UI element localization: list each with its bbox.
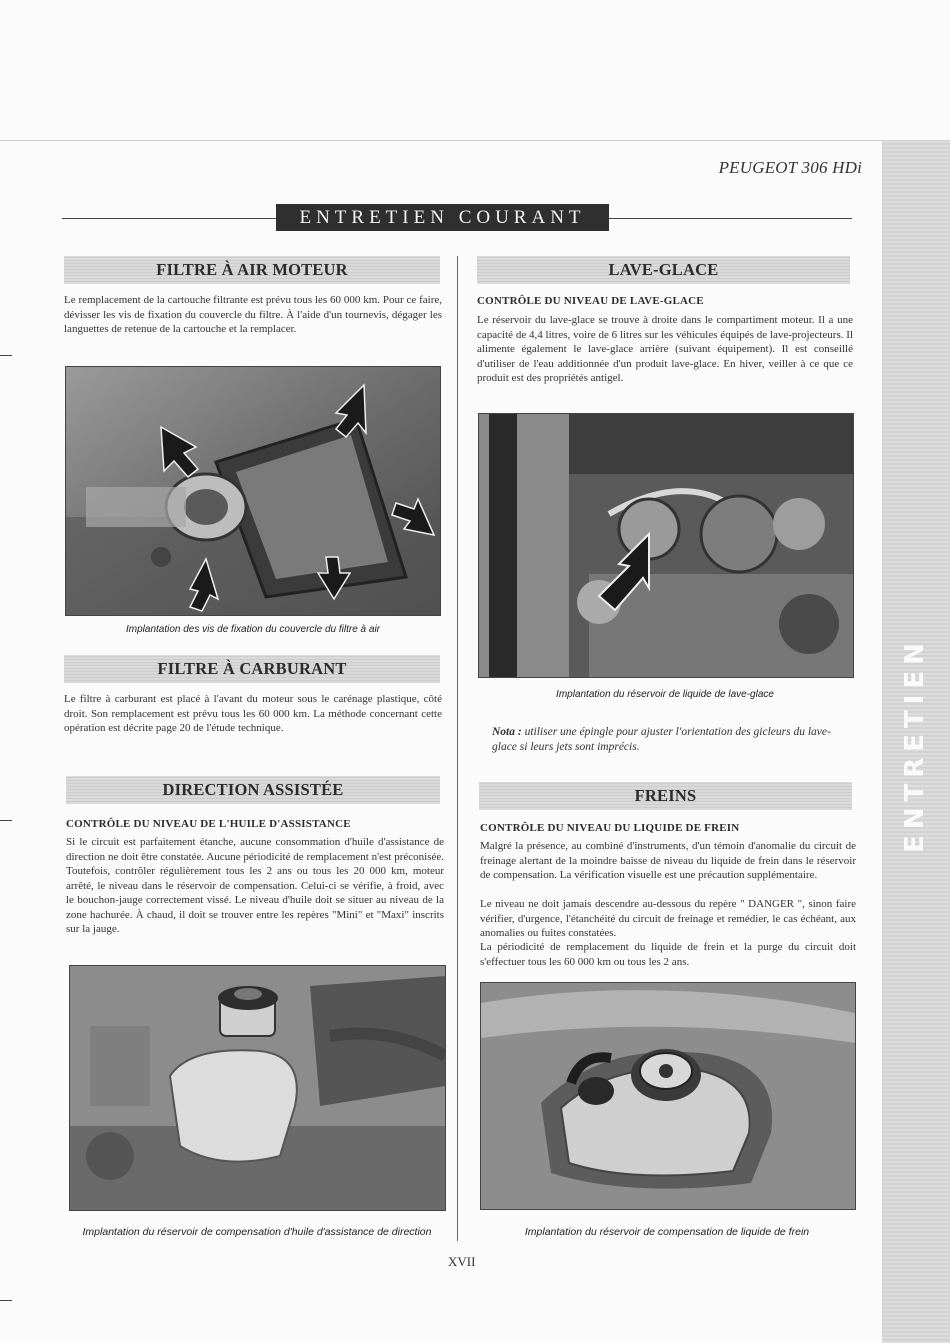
washer-reservoir-photo	[478, 413, 854, 678]
section-title-filtre-air: FILTRE À AIR MOTEUR	[64, 256, 440, 284]
steering-reservoir-photo	[69, 965, 446, 1211]
section-title-freins: FREINS	[479, 782, 852, 810]
nota-body: utiliser une épingle pour ajuster l'orientation des gicleurs du lave-glace si leurs jets sont imprécis.	[492, 726, 831, 753]
freins-text-3: La périodicité de remplacement du liquide de frein et la purge du circuit doit s'effectuer tous les 60 000 km ou tous les 2 ans.	[480, 941, 856, 968]
brake-reservoir-photo	[480, 982, 856, 1210]
nota-text	[492, 725, 848, 755]
chapter-rule-left	[62, 218, 276, 219]
margin-mark	[0, 355, 12, 356]
section-title-lave-glace: LAVE-GLACE	[477, 256, 850, 284]
nota-label: Nota :	[492, 726, 522, 738]
air-filter-caption: Implantation des vis de fixation du couvercle du filtre à air	[125, 624, 381, 635]
washer-reservoir-caption: Implantation du réservoir de liquide de lave-glace	[556, 689, 774, 700]
chapter-banner: ENTRETIEN COURANT	[276, 204, 609, 231]
lave-glace-text: Le réservoir du lave-glace se trouve à droite dans le compartiment moteur. Il a une capacité de 4,4 litres, voire de 6 litres sur les véhicules équipés de lave-projecteurs. Il alimente également le lave-glace arrière (suivant équipement). Il est conseillé d'utiliser de l'eau additionnée d'un produit lave-glace. En hiver, veiller à ce que ce produit est des propriétés antigel.	[477, 314, 853, 384]
brake-reservoir-caption: Implantation du réservoir de compensation de liquide de frein	[524, 1226, 810, 1238]
running-title: PEUGEOT 306 HDi	[718, 158, 862, 177]
margin-mark	[0, 820, 12, 821]
section-title-direction: DIRECTION ASSISTÉE	[66, 776, 440, 804]
side-tab-label: ENTRETIEN	[900, 637, 930, 853]
margin-mark	[0, 1300, 12, 1301]
scan-edge	[0, 140, 950, 141]
section-title-filtre-carburant: FILTRE À CARBURANT	[64, 655, 440, 683]
filtre-carburant-text: Le filtre à carburant est placé à l'avant du moteur sous le carénage plastique, côté droit. Son remplacement est prévu tous les 60 000 km. La méthode concernant cette opération est décrite page 20 de l'étude technique.	[64, 693, 442, 734]
column-divider	[457, 256, 458, 1241]
lave-glace-subtitle: CONTRÔLE DU NIVEAU DE LAVE-GLACE	[477, 295, 704, 307]
filtre-air-text: Le remplacement de la cartouche filtrante est prévu tous les 60 000 km. Pour ce faire, dévisser les vis de fixation du couvercle du filtre. À l'aide d'un tournevis, dégager les languettes de retenue de la cartouche et la remplacer.	[64, 294, 442, 335]
page-number: XVII	[448, 1254, 476, 1269]
freins-text-1: Malgré la présence, au combiné d'instruments, d'un témoin d'anomalie du circuit de freinage alertant de la moindre baisse de niveau du liquide de frein dans le réservoir de compensation. La vérification visuelle est une précaution supplémentaire.	[480, 840, 856, 881]
chapter-rule-right	[609, 218, 852, 219]
direction-subtitle: CONTRÔLE DU NIVEAU DE L'HUILE D'ASSISTANCE	[66, 818, 351, 830]
direction-text: Si le circuit est parfaitement étanche, aucune consommation d'huile d'assistance de direction ne doit être constatée. Aucune périodicité de remplacement n'est préconisée. Toutefois, contrôler régulièrement tous les 2 ans ou tous les 20 000 km, moteur arrêté, le niveau dans le réservoir de compensation. Celui-ci se vérifie, à froid, avec le bouchon-jauge correctement vissé. Le niveau d'huile doit se situer au niveau de la zone hachurée. À chaud, il doit se trouver entre les repères "Mini" et "Maxi" inscrits sur la jauge.	[66, 836, 444, 935]
freins-text-2: Le niveau ne doit jamais descendre au-dessous du repère " DANGER ", sinon faire vérifier, d'urgence, l'étanchéité du circuit de freinage et remédier, le cas échéant, aux anomalies ou fuites constatées.	[480, 898, 856, 939]
air-filter-photo	[65, 366, 441, 616]
steering-reservoir-caption: Implantation du réservoir de compensation d'huile d'assistance de direction	[82, 1226, 432, 1238]
freins-subtitle: CONTRÔLE DU NIVEAU DU LIQUIDE DE FREIN	[480, 822, 740, 834]
